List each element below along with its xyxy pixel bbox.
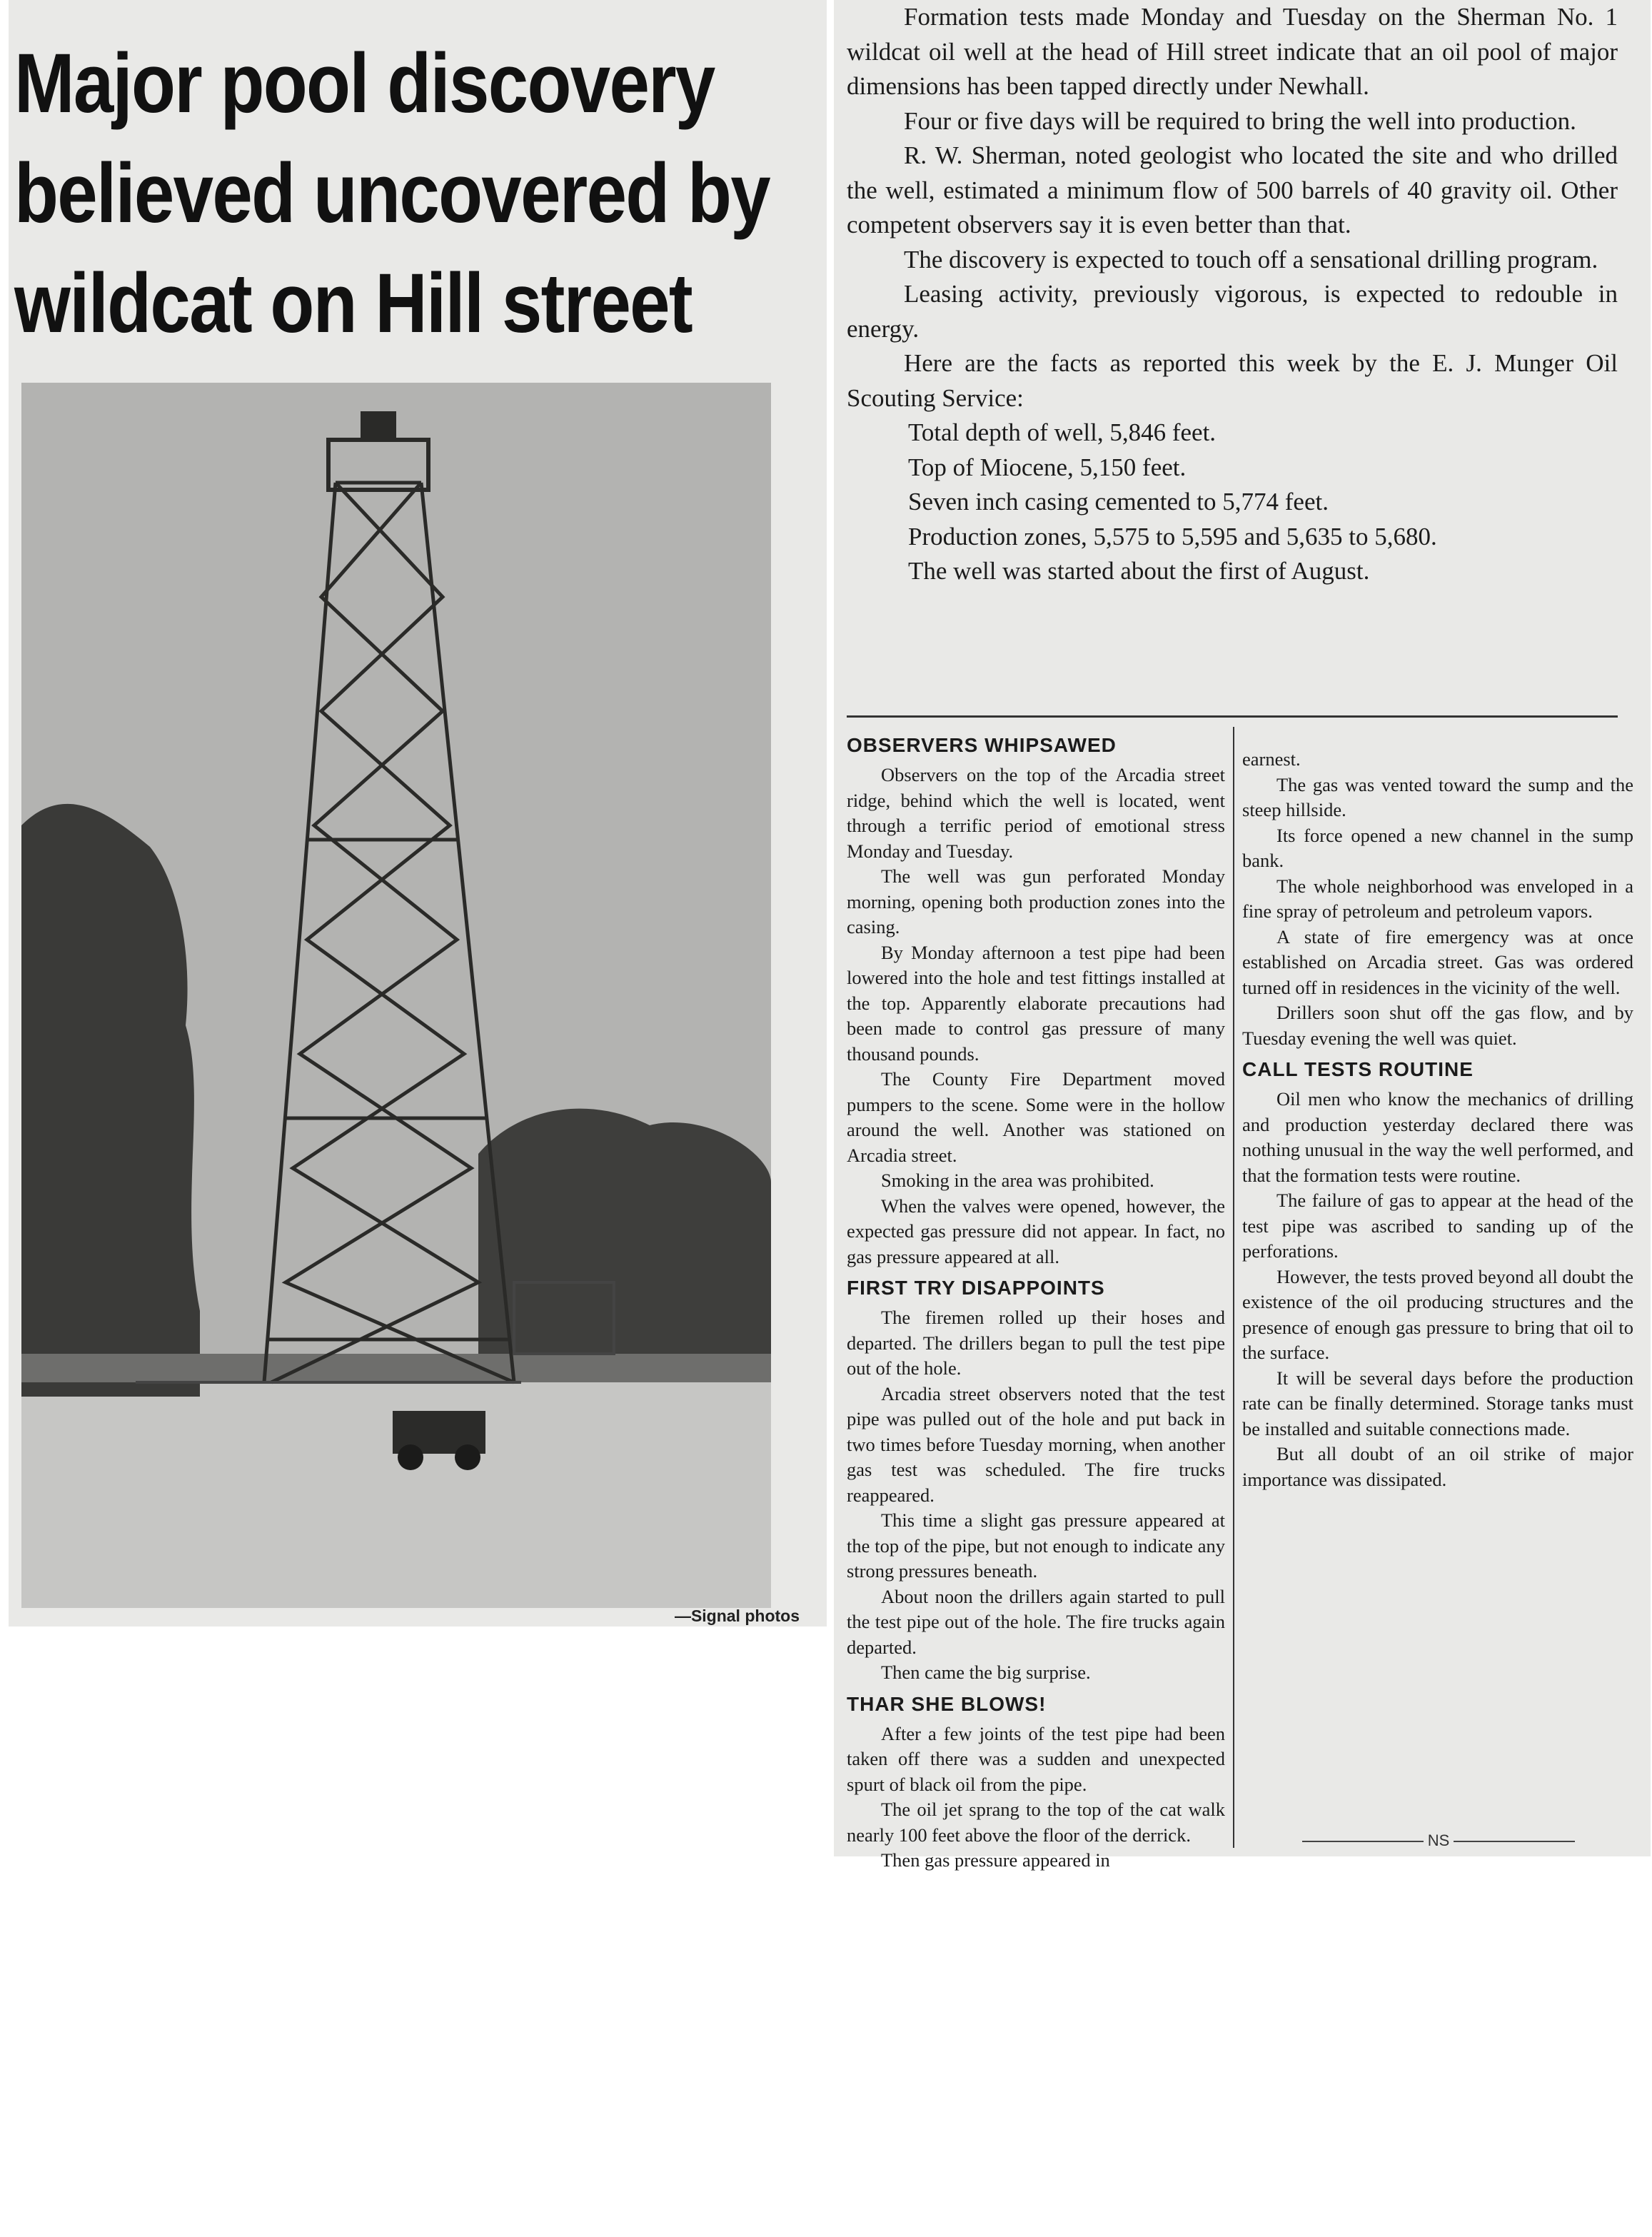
- column-paragraph: The County Fire Department moved pumpers to the scene. Some were in the hollow around the well. Another was stationed on Arcadia street.: [847, 1068, 1225, 1166]
- page-background: [834, 1856, 1652, 2237]
- column-paragraph: Its force opened a new channel in the sump bank.: [1242, 824, 1633, 871]
- subheading: THAR SHE BLOWS!: [847, 1692, 1047, 1715]
- story-column-left: [847, 727, 1225, 1874]
- column-paragraph: The failure of gas to appear at the head of the test pipe was ascribed to sanding up of the perforations.: [1242, 1190, 1633, 1262]
- end-mark: NS: [1285, 1831, 1592, 1850]
- column-paragraph: Arcadia street observers noted that the test pipe was pulled out of the hole and put back in two times before Tuesday morning, when another gas test was scheduled. The fire trucks reappeared.: [847, 1382, 1225, 1506]
- lead-story: [847, 0, 1618, 589]
- column-paragraph: earnest.: [1242, 748, 1301, 770]
- column-paragraph: The oil jet sprang to the top of the cat walk nearly 100 feet above the floor of the derrick.: [847, 1799, 1225, 1846]
- column-paragraph: The well was gun perforated Monday morning, opening both production zones into the casing.: [847, 865, 1225, 937]
- column-paragraph: Observers on the top of the Arcadia street ridge, behind which the well is located, went through a terrific period of emotional stress Monday and Tuesday.: [847, 764, 1225, 862]
- column-paragraph: However, the tests proved beyond all doubt the existence of the oil producing structures and the presence of enough gas pressure to bring that oil to the surface.: [1242, 1265, 1633, 1363]
- headline-line: believed uncovered by: [14, 146, 770, 241]
- column-paragraph: It will be several days before the production rate can be finally determined. Storage tanks must be installed and suitable connections made.: [1242, 1367, 1633, 1439]
- subheading: FIRST TRY DISAPPOINTS: [847, 1277, 1105, 1299]
- column-paragraph: A state of fire emergency was at once established on Arcadia street. Gas was ordered turned off in residences in the vicinity of the well.: [1242, 925, 1633, 998]
- column-paragraph: The whole neighborhood was enveloped in a fine spray of petroleum and petroleum vapors.: [1242, 875, 1633, 922]
- lead-paragraph: The discovery is expected to touch off a sensational drilling program.: [904, 245, 1598, 273]
- section-divider: [847, 715, 1618, 718]
- headline: [14, 29, 770, 358]
- subheading: CALL TESTS ROUTINE: [1242, 1058, 1474, 1080]
- column-paragraph: When the valves were opened, however, the expected gas pressure did not appear. In fact, no gas pressure appeared at all.: [847, 1195, 1225, 1267]
- column-paragraph: After a few joints of the test pipe had been taken off there was a sudden and unexpected spurt of black oil from the pipe.: [847, 1722, 1225, 1795]
- column-paragraph: By Monday afternoon a test pipe had been lowered into the hole and test fittings installed at the top. Apparently elaborate precautions had been made to control gas pressure of many thousand pounds.: [847, 941, 1225, 1065]
- column-paragraph: Then came the big surprise.: [881, 1662, 1091, 1683]
- fact-line: Production zones, 5,575 to 5,595 and 5,635 to 5,680.: [908, 522, 1437, 551]
- headline-line: wildcat on Hill street: [14, 256, 692, 351]
- derrick-photo: [21, 383, 771, 1608]
- column-paragraph: The firemen rolled up their hoses and departed. The drillers began to pull the test pipe out of the hole.: [847, 1307, 1225, 1379]
- column-paragraph: Then gas pressure appeared in: [881, 1849, 1110, 1871]
- column-paragraph: But all doubt of an oil strike of major importance was dissipated.: [1242, 1443, 1633, 1490]
- column-paragraph: This time a slight gas pressure appeared at the top of the pipe, but not enough to indicate any strong pressures beneath.: [847, 1509, 1225, 1582]
- lead-paragraph: Here are the facts as reported this week by the E. J. Munger Oil Scouting Service:: [847, 349, 1618, 412]
- lead-paragraph: R. W. Sherman, noted geologist who located the site and who drilled the well, estimated a minimum flow of 500 barrels of 40 gravity oil. Other competent observers say it is even better than that.: [847, 141, 1618, 238]
- subheading: OBSERVERS WHIPSAWED: [847, 734, 1117, 756]
- fact-line: Seven inch casing cemented to 5,774 feet.: [908, 488, 1329, 516]
- fact-line: Top of Miocene, 5,150 feet.: [908, 453, 1187, 481]
- fact-line: Total depth of well, 5,846 feet.: [908, 418, 1217, 446]
- column-paragraph: About noon the drillers again started to pull the test pipe out of the hole. The fire trucks again departed.: [847, 1585, 1225, 1658]
- story-column-right: [1242, 747, 1633, 1492]
- photo-credit: —Signal photos: [674, 1607, 800, 1625]
- lead-paragraph: Formation tests made Monday and Tuesday on the Sherman No. 1 wildcat oil well at the head of Hill street indicate that an oil pool of major dimensions has been tapped directly under Newhall.: [847, 3, 1618, 100]
- derrick-photo-drawing: [21, 383, 771, 1608]
- column-paragraph: Oil men who know the mechanics of drilling and production yesterday declared there was nothing unusual in the way the well performed, and that the formation tests were routine.: [1242, 1088, 1633, 1186]
- column-paragraph: Smoking in the area was prohibited.: [881, 1170, 1154, 1191]
- headline-line: Major pool discovery: [14, 36, 715, 131]
- column-paragraph: The gas was vented toward the sump and the steep hillside.: [1242, 773, 1633, 820]
- column-divider: [1233, 727, 1234, 1848]
- lead-paragraph: Four or five days will be required to bring the well into production.: [904, 106, 1576, 135]
- fact-line: The well was started about the first of August.: [908, 557, 1370, 585]
- column-paragraph: Drillers soon shut off the gas flow, and by Tuesday evening the well was quiet.: [1242, 1002, 1633, 1049]
- lead-paragraph: Leasing activity, previously vigorous, is expected to redouble in energy.: [847, 280, 1618, 343]
